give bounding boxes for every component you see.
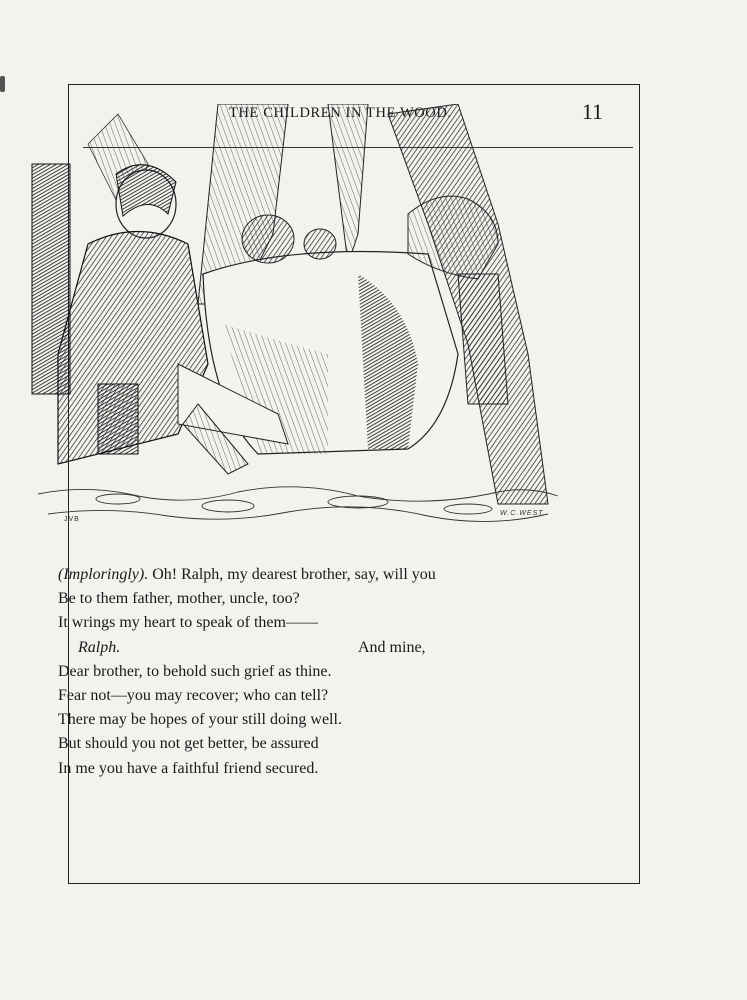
verse-line: It wrings my heart to speak of them——	[58, 614, 318, 632]
engraver-signature-right: W.C.WEST.	[500, 510, 546, 517]
verse-line: (Imploringly). Oh! Ralph, my dearest brother, say, will you	[58, 566, 436, 583]
verse-line: Be to them father, mother, uncle, too?	[58, 590, 300, 608]
floor-pattern	[38, 487, 558, 522]
page-number: 11	[581, 99, 603, 124]
verse-line: Fear not—you may recover; who can tell?	[58, 687, 329, 705]
engraving-illustration	[28, 104, 562, 534]
verse-line: In me you have a faithful friend secured.	[58, 759, 319, 777]
stage-direction: (Imploringly).	[58, 566, 149, 583]
verse-line: But should you not get better, be assured	[58, 735, 319, 753]
verse-text	[58, 563, 538, 781]
verse-line-speaker: Ralph. And mine,	[58, 636, 538, 660]
running-title: CHILDREN THE	[263, 105, 396, 121]
page-edge-mark	[0, 76, 5, 92]
speaker-name: Ralph.	[78, 638, 121, 656]
engraver-signature: JVB	[64, 516, 80, 523]
verse-line: There may be hopes of your still doing well.	[58, 711, 342, 729]
verse-line: Dear brother, to behold such grief as thine.	[58, 662, 332, 680]
